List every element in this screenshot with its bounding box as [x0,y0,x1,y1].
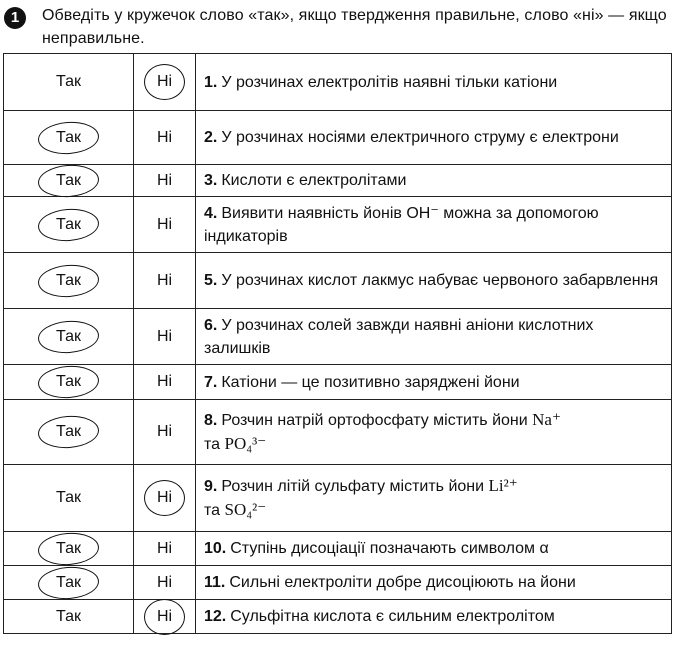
statement-text: У розчинах кислот лакмус набуває червоного забарвлення [221,272,659,289]
no-label: Ні [156,573,173,591]
yes-option[interactable] [52,371,85,393]
no-label: Ні [156,271,173,289]
no-option[interactable] [153,127,176,149]
yes-label: Так [56,271,81,289]
statement-row [4,165,672,197]
yes-cell [4,111,134,165]
statement-text: Сульфітна кислота є сильним електролітом [230,608,555,625]
yes-option[interactable] [52,421,85,443]
no-cell [134,111,196,165]
no-cell [134,165,196,197]
no-label: Ні [156,607,173,625]
ion-formula: Li²⁺ [488,476,518,495]
statement-cell [196,309,672,365]
yes-cell [4,566,134,600]
no-cell [134,253,196,309]
yes-label: Так [56,489,81,506]
ion-formula: SO₄²⁻ [224,500,267,519]
no-option[interactable] [153,326,176,348]
statement-row [4,365,672,400]
statement-row [4,532,672,566]
statement-row [4,566,672,600]
statement-number: 11. [204,574,226,591]
statement-row [4,197,672,253]
yes-label: Так [56,171,81,189]
no-option[interactable] [153,214,176,236]
yes-label: Так [56,607,81,625]
yes-option[interactable] [52,270,85,292]
answers-table [3,53,672,634]
statement-row [4,400,672,465]
statement-cell [196,600,672,634]
answers-table-body [4,54,672,634]
statement-cell [196,365,672,400]
statement-number: 6. [204,316,218,334]
no-option[interactable] [153,487,176,509]
statement-cell [196,253,672,309]
statement-text: У розчинах солей завжди наявні аніони кислотних залишків [204,316,594,357]
statement-cell [196,111,672,165]
statement-cell [196,197,672,253]
no-option[interactable] [153,170,176,192]
statement-number: 5. [204,272,218,289]
statement-number: 8. [204,412,218,429]
yes-cell [4,197,134,253]
statement-text: У розчинах носіями електричного струму є електрони [221,129,619,146]
task-instruction: Обведіть у кружечок слово «так», якщо твердження правильне, слово «ні» — якщо неправильне. [42,7,667,47]
task-number-badge: 1 [4,7,26,29]
yes-cell [4,400,134,465]
yes-option[interactable] [52,326,85,348]
no-cell [134,566,196,600]
statement-number: 2. [204,129,218,146]
no-label: Ні [156,327,173,345]
no-option[interactable] [153,572,176,594]
statement-text-tail: та [204,502,221,519]
statement-row [4,465,672,532]
yes-label: Так [56,423,81,440]
no-label: Ні [156,423,173,440]
no-label: Ні [156,539,173,557]
statement-cell [196,54,672,111]
no-cell [134,54,196,111]
ion-formula: Na⁺ [532,410,561,429]
yes-option[interactable] [52,487,85,509]
statement-row [4,600,672,634]
yes-label: Так [56,373,81,390]
no-label: Ні [156,171,173,189]
yes-cell [4,309,134,365]
yes-option[interactable] [52,572,85,594]
no-option[interactable] [153,371,176,393]
statement-text: Виявити наявність йонів OH⁻ можна за допомогою індикаторів [204,204,599,245]
statement-row [4,253,672,309]
yes-cell [4,532,134,566]
yes-cell [4,465,134,532]
no-option[interactable] [153,421,176,443]
yes-label: Так [56,73,81,90]
statement-cell [196,532,672,566]
no-cell [134,600,196,634]
no-cell [134,309,196,365]
statement-number: 12. [204,608,227,625]
statement-cell [196,566,672,600]
no-cell [134,532,196,566]
yes-cell [4,600,134,634]
no-label: Ні [156,128,173,146]
no-cell [134,365,196,400]
no-option[interactable] [153,71,176,93]
statement-row [4,54,672,111]
yes-label: Так [56,539,81,557]
statement-cell [196,465,672,532]
yes-option[interactable] [52,71,85,93]
statement-text-tail: та [204,436,221,453]
no-option[interactable] [153,606,176,628]
no-cell [134,465,196,532]
statement-cell [196,165,672,197]
statement-row [4,309,672,365]
statement-text: Розчин натрій ортофосфату містить йони [221,412,528,429]
no-cell [134,400,196,465]
no-cell [134,197,196,253]
statement-text: Кислоти є електролітами [221,172,407,189]
statement-text: Розчин літій сульфату містить йони [221,478,485,495]
statement-row [4,111,672,165]
yes-label: Так [56,215,81,233]
ion-formula: PO₄³⁻ [224,434,267,453]
no-label: Ні [156,373,173,390]
statement-text: Сильні електроліти добре дисоціюють на йони [229,574,576,591]
no-option[interactable] [153,538,176,560]
statement-text: Ступінь дисоціації позначають символом α [230,540,549,557]
yes-cell [4,165,134,197]
statement-number: 4. [204,204,218,222]
yes-option[interactable] [52,606,85,628]
yes-option[interactable] [52,538,85,560]
no-label: Ні [156,215,173,233]
statement-number: 7. [204,373,218,391]
statement-number: 10. [204,540,227,557]
yes-cell [4,365,134,400]
yes-option[interactable] [52,214,85,236]
no-label: Ні [156,489,173,506]
statement-text: Катіони — це позитивно заряджені йони [221,373,520,391]
yes-cell [4,253,134,309]
no-option[interactable] [153,270,176,292]
statement-number: 9. [204,478,218,495]
yes-label: Так [56,573,81,591]
yes-option[interactable] [52,127,85,149]
statement-text: У розчинах електролітів наявні тільки катіони [221,73,558,91]
yes-option[interactable] [52,170,85,192]
statement-number: 3. [204,172,218,189]
no-label: Ні [156,73,173,90]
yes-label: Так [56,327,81,345]
yes-cell [4,54,134,111]
statement-cell [196,400,672,465]
yes-label: Так [56,128,81,146]
statement-number: 1. [204,73,218,91]
